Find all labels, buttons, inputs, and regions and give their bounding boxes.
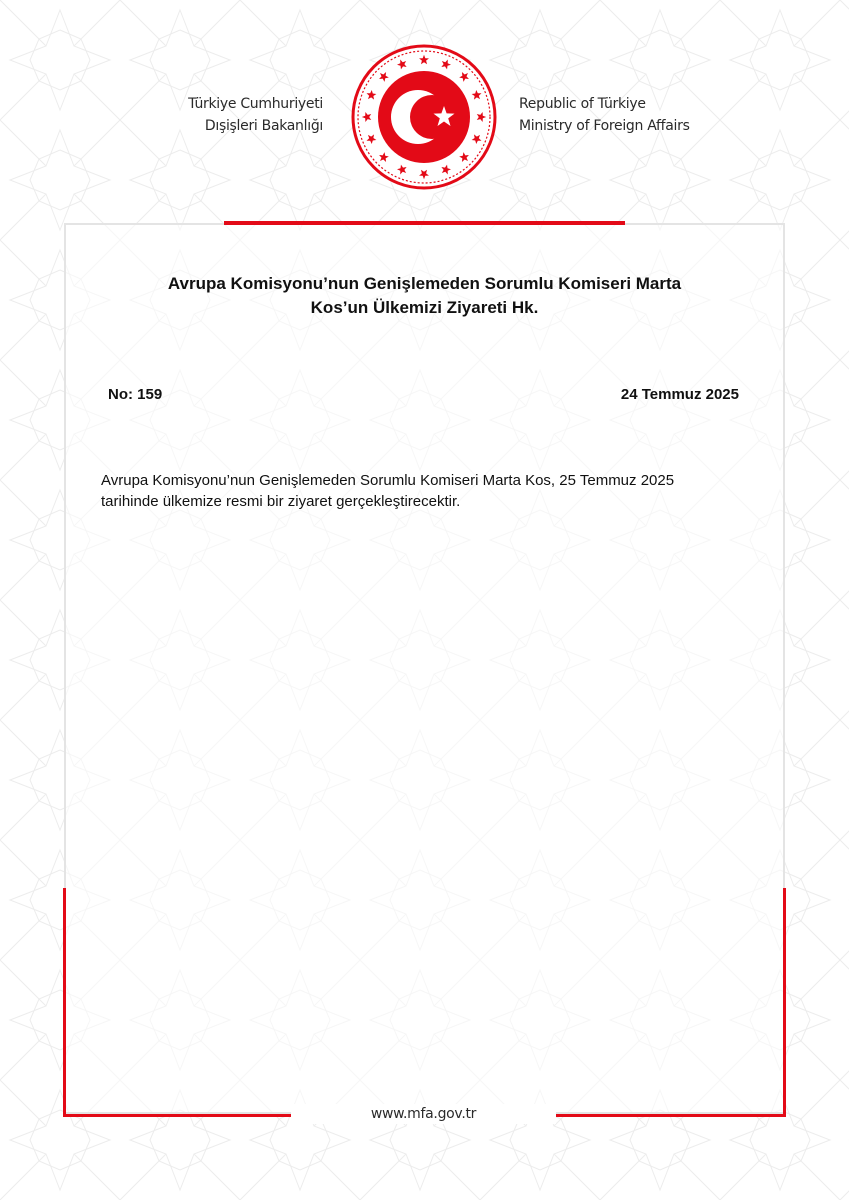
document-title bbox=[100, 272, 749, 320]
title-line2: Kos’un Ülkemizi Ziyareti Hk. bbox=[310, 298, 539, 317]
header-institution-en bbox=[519, 93, 690, 137]
header-tr-line2: Dışişleri Bakanlığı bbox=[204, 118, 323, 134]
frame-accent-top bbox=[224, 221, 625, 225]
header-tr-line1: Türkiye Cumhuriyeti bbox=[188, 96, 323, 112]
ministry-emblem-icon bbox=[350, 43, 498, 191]
body-line1: Avrupa Komisyonu’nun Genişlemeden Sorumlu Komiseri Marta Kos, 25 Temmuz 2025 bbox=[101, 472, 675, 489]
header-en-line1: Republic of Türkiye bbox=[519, 96, 646, 112]
header-en-line2: Ministry of Foreign Affairs bbox=[519, 118, 690, 134]
title-line1: Avrupa Komisyonu’nun Genişlemeden Sorumlu Komiseri Marta bbox=[167, 274, 682, 293]
document-frame bbox=[64, 223, 785, 1114]
frame-accent-right bbox=[783, 888, 786, 1117]
frame-accent-left bbox=[63, 888, 66, 1117]
document-number: No: 159 bbox=[108, 386, 163, 403]
footer-website-link[interactable]: www.mfa.gov.tr bbox=[291, 1104, 556, 1124]
frame-accent-bottom-right bbox=[556, 1114, 786, 1117]
document-body bbox=[101, 470, 756, 512]
header-institution-tr bbox=[188, 93, 323, 137]
body-line2: tarihinde ülkemize resmi bir ziyaret gerçekleştirecektir. bbox=[101, 493, 461, 510]
frame-accent-bottom-left bbox=[63, 1114, 291, 1117]
document-date: 24 Temmuz 2025 bbox=[620, 386, 739, 403]
